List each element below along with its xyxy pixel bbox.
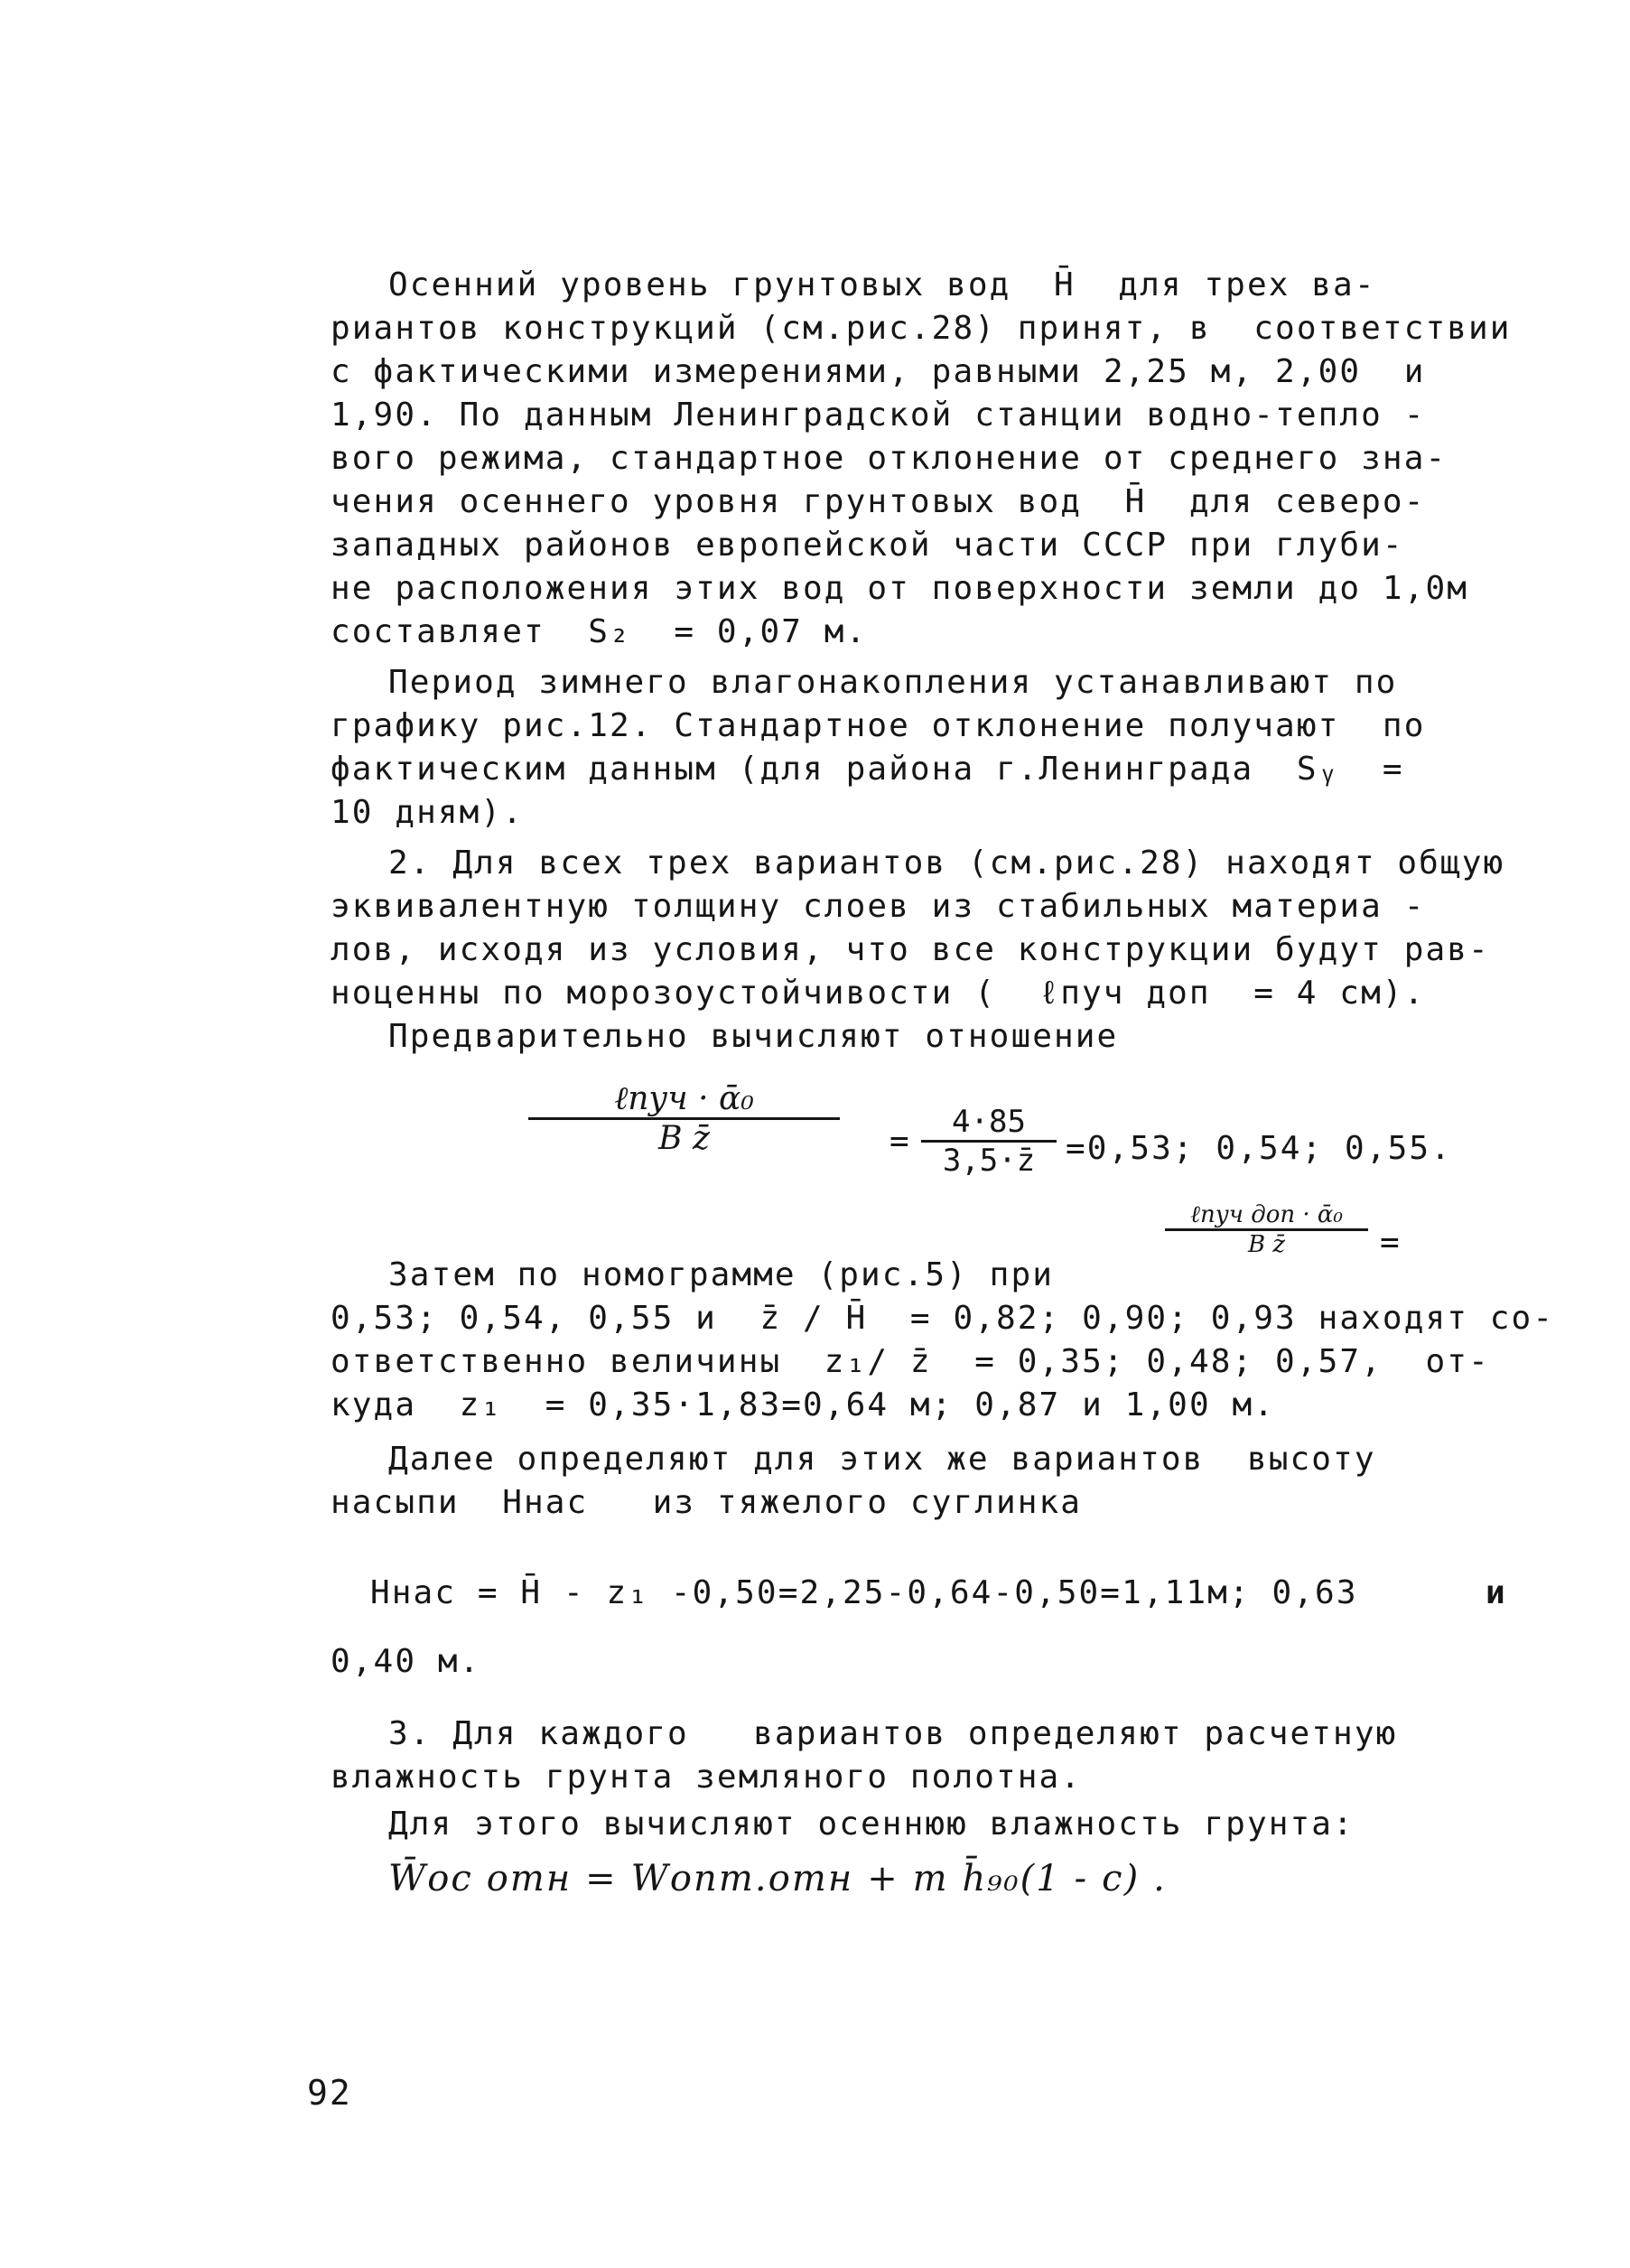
fraction-numerator: ℓпуч · ᾱ₀ <box>614 1080 754 1117</box>
formula-result: =0,53; 0,54; 0,55. <box>1066 1130 1452 1167</box>
fraction-numerator: 4·85 <box>952 1104 1026 1140</box>
text-line: 2. Для всех трех вариантов (см.рис.28) находят общую <box>388 845 1505 882</box>
text-line: 0,53; 0,54, 0,55 и z̄ / H̄ = 0,82; 0,90; 0,93 находят со- <box>331 1300 1555 1337</box>
text-line: графику рис.12. Стандартное отклонение получают по <box>331 707 1426 744</box>
fraction-denominator: 3,5·z̄ <box>942 1143 1036 1179</box>
text-line: составляет S₂ = 0,07 м. <box>331 613 868 650</box>
fraction-denominator: B z̄ <box>1247 1231 1286 1258</box>
text-line: чения осеннего уровня грунтовых вод H̄ для северо- <box>331 483 1426 520</box>
text-line: Период зимнего влагонакопления устанавливают по <box>388 664 1398 701</box>
text-line: с фактическими измерениями, равными 2,25 м, 2,00 и <box>331 353 1426 390</box>
text-line: риантов конструкций (см.рис.28) принят, в соответствии <box>331 310 1512 347</box>
fraction-rhs <box>921 1104 1057 1179</box>
text-line: Для этого вычисляют осеннюю влажность грунта: <box>388 1806 1355 1843</box>
text-line: фактическим данным (для района г.Ленинграда Sᵧ = <box>331 751 1404 788</box>
text-line: не расположения этих вод от поверхности земли до 1,0м <box>331 570 1469 607</box>
text-line: 3. Для каждого вариантов определяют расчетную <box>388 1715 1398 1752</box>
text-line: 1,90. По данным Ленинградской станции водно-тепло - <box>331 397 1426 434</box>
text-line: влажность грунта земляного полотна. <box>331 1759 1083 1796</box>
text-line: насыпи Hнас из тяжелого суглинка <box>331 1484 1083 1521</box>
text-line: Затем по номограмме (рис.5) при <box>388 1256 1054 1293</box>
text-line: ответственно величины z₁/ z̄ = 0,35; 0,48; 0,57, от- <box>331 1343 1490 1380</box>
text-line: Осенний уровень грунтовых вод H̄ для трех ва- <box>388 266 1376 303</box>
text-line: эквивалентную толщину слоев из стабильных материа - <box>331 888 1426 925</box>
page-number: 92 <box>307 2073 352 2113</box>
text-line: 10 дням). <box>331 794 524 831</box>
fraction-lhs <box>528 1079 840 1157</box>
equals-sign: = <box>1380 1224 1402 1261</box>
text-line: Далее определяют для этих же вариантов высоту <box>388 1441 1376 1478</box>
fraction-denominator: B z̄ <box>658 1120 710 1157</box>
text-line: куда z₁ = 0,35·1,83=0,64 м; 0,87 и 1,00 м. <box>331 1386 1276 1423</box>
fraction-inline <box>1165 1201 1368 1258</box>
text-line: западных районов европейской части СССР при глуби- <box>331 527 1404 564</box>
fraction-numerator: ℓпуч доп · ᾱ₀ <box>1190 1201 1343 1228</box>
text-line: лов, исходя из условия, что все конструкции будут рав- <box>331 931 1490 968</box>
text-line: 0,40 м. <box>331 1643 481 1680</box>
text-line: вого режима, стандартное отклонение от среднего зна- <box>331 440 1448 477</box>
formula-moisture: W̄ос отн = Wопт.отн + m h̄₉₀(1 - c) . <box>388 1858 1167 1899</box>
conjunction: и <box>1486 1574 1507 1611</box>
text-line: Предварительно вычисляют отношение <box>388 1018 1119 1055</box>
formula-expression: Hнас = H̄ - z₁ -0,50=2,25-0,64-0,50=1,11м; 0,63 <box>370 1574 1358 1611</box>
text-line: ноценны по морозоустойчивости ( ℓпуч доп = 4 см). <box>331 975 1426 1012</box>
equals-sign: = <box>890 1123 911 1160</box>
